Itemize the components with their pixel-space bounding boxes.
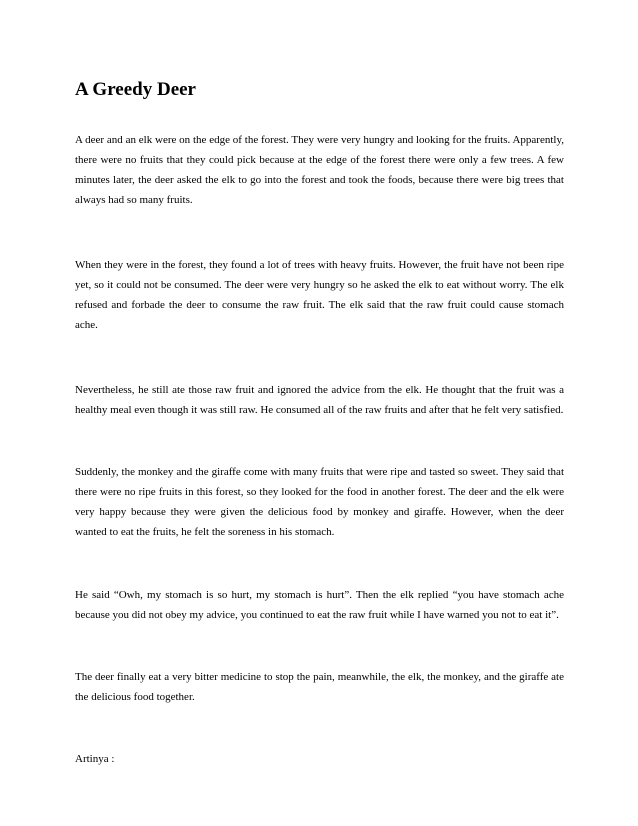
paragraph-2: When they were in the forest, they found a lot of trees with heavy fruits. However, the fruit have not been ripe yet, so it could not be consumed. The deer were very hungry so he asked the elk to eat without worry. The elk refused and forbade the deer to consume the raw fruit. The elk said that the raw fruit could cause stomach ache.	[75, 259, 564, 331]
paragraph-4: Suddenly, the monkey and the giraffe come with many fruits that were ripe and tasted so sweet. They said that there were no ripe fruits in this forest, so they looked for the food in another forest. The deer and the elk were very happy because they were given the delicious food by monkey and giraffe. However, when the deer wanted to eat the fruits, he felt the soreness in his stomach.	[75, 466, 564, 538]
document-content	[75, 78, 564, 811]
paragraph-5: He said “Owh, my stomach is so hurt, my stomach is hurt”. Then the elk replied “you have stomach ache because you did not obey my advice, you continued to eat the raw fruit while I have warned you not to eat it”.	[75, 589, 564, 621]
paragraph-6: The deer finally eat a very bitter medicine to stop the pain, meanwhile, the elk, the monkey, and the giraffe ate the delicious food together.	[75, 671, 564, 703]
paragraph-1: A deer and an elk were on the edge of the forest. They were very hungry and looking for the fruits. Apparently, there were no fruits that they could pick because at the edge of the forest there were only a few trees. A few minutes later, the deer asked the elk to go into the forest and took the foods, because there were big trees that always had so many fruits.	[75, 134, 564, 206]
translation-label: Artinya :	[75, 753, 115, 765]
document-title: A Greedy Deer	[75, 79, 196, 100]
paragraph-3: Nevertheless, he still ate those raw fruit and ignored the advice from the elk. He thought that the fruit was a healthy meal even though it was still raw. He consumed all of the raw fruits and after that he felt very satisfied.	[75, 384, 564, 416]
